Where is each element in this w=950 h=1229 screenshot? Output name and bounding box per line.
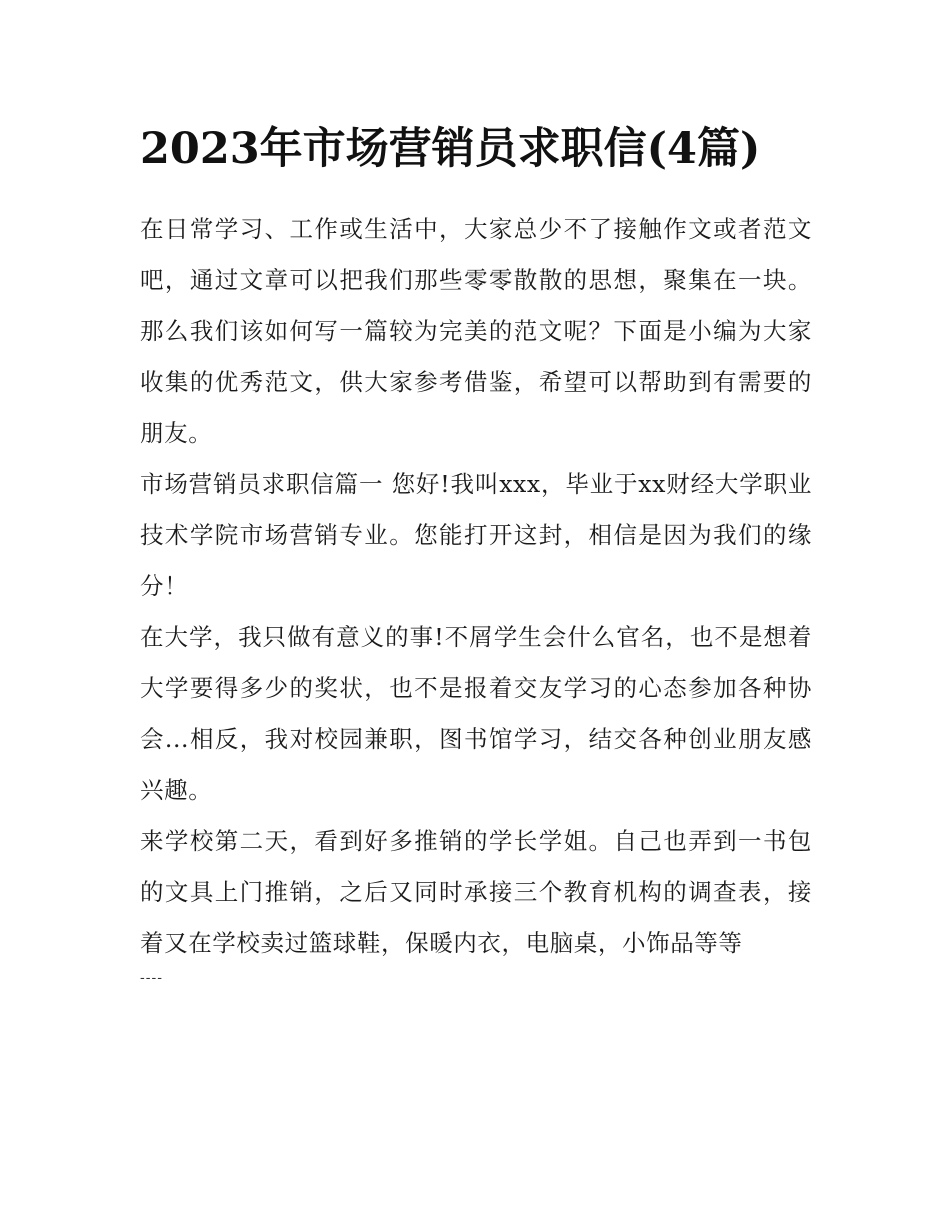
document-page	[140, 112, 812, 987]
page-separator: ----	[140, 970, 163, 986]
paragraph-experience: 来学校第二天，看到好多推销的学长学姐。自己也弄到一书包的文具上门推销，之后又同时承接三个教育机构的调查表，接着又在学校卖过篮球鞋，保暖内衣，电脑桌，小饰品等等	[140, 827, 812, 957]
paragraph-intro: 在日常学习、工作或生活中，大家总少不了接触作文或者范文吧，通过文章可以把我们那些零零散散的思想，聚集在一块。那么我们该如何写一篇较为完美的范文呢？下面是小编为大家收集的优秀范文，供大家参考借鉴，希望可以帮助到有需要的朋友。	[140, 215, 812, 447]
paragraph-university: 在大学，我只做有意义的事!不屑学生会什么官名，也不是想着大学要得多少的奖状，也不是报着交友学习的心态参加各种协会...相反，我对校园兼职，图书馆学习，结交各种创业朋友感兴趣。	[140, 623, 812, 804]
paragraph-letter-opening: 市场营销员求职信篇一 您好!我叫xxx，毕业于xx财经大学职业技术学院市场营销专业。您能打开这封，相信是因为我们的缘分！	[140, 470, 812, 600]
document-title: 2023年市场营销员求职信(4篇)	[140, 124, 761, 174]
